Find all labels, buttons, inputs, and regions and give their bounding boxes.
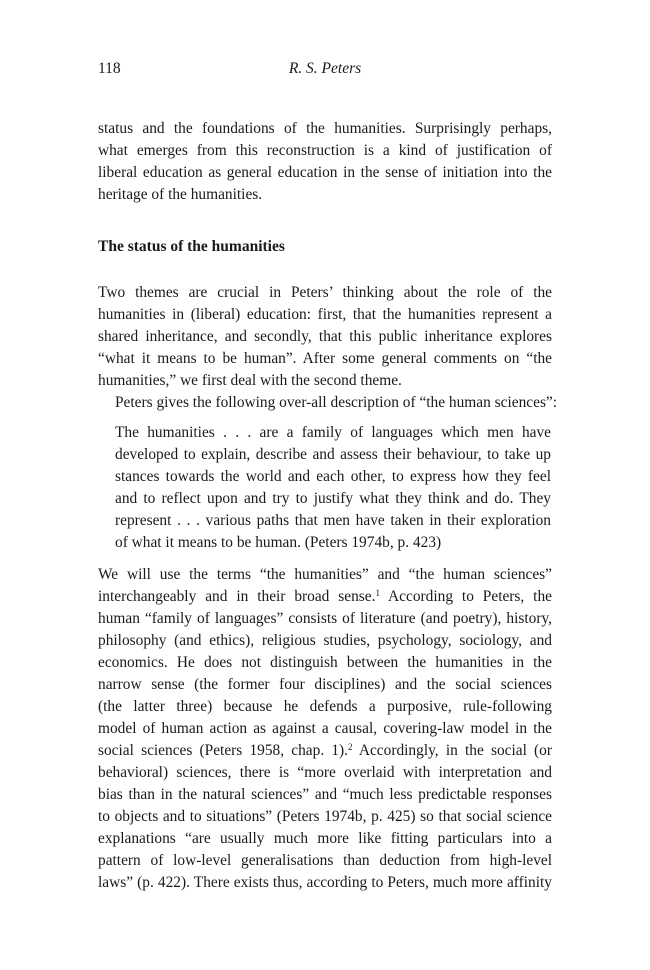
text-line: model of human action as against a causal, covering-law model in the: [98, 720, 552, 737]
text-line: bias than in the natural sciences” and “much less predictable responses: [98, 786, 552, 803]
page-number: 118: [98, 60, 121, 77]
text-line: liberal education as general education in the sense of initiation into the: [98, 164, 552, 181]
text-line: Peters gives the following over-all description of “the human sciences”:: [115, 394, 558, 411]
text-span: interchangeably and in their broad sense.: [98, 588, 376, 605]
block-quote: [115, 422, 551, 554]
text-line: [98, 740, 552, 762]
text-span: social sciences (Peters 1958, chap. 1).: [98, 742, 349, 759]
running-head: R. S. Peters: [288, 60, 362, 77]
text-line: behavioral) sciences, there is “more overlaid with interpretation and: [98, 764, 552, 781]
section-heading: The status of the humanities: [98, 238, 285, 255]
text-line: economics. He does not distinguish between the humanities in the: [98, 654, 552, 671]
text-line: We will use the terms “the humanities” and “the human sciences”: [98, 566, 552, 583]
text-line: philosophy (and ethics), religious studies, psychology, sociology, and: [98, 632, 552, 649]
quote-line: and to reflect upon and try to justify what they think and do. They: [115, 490, 551, 507]
text-line: what emerges from this reconstruction is a kind of justification of: [98, 142, 552, 159]
footnote-marker: 1: [375, 588, 380, 598]
text-line: laws” (p. 422). There exists thus, according to Peters, much more affinity: [98, 874, 552, 891]
text-line: status and the foundations of the humanities. Surprisingly perhaps,: [98, 120, 552, 137]
paragraph-intro: [98, 118, 552, 206]
quote-line: The humanities . . . are a family of languages which men have: [115, 424, 551, 441]
footnote-marker: 2: [348, 742, 353, 752]
quote-line: stances towards the world and each other, to express how they feel: [115, 468, 551, 485]
text-line: human “family of languages” consists of literature (and poetry), history,: [98, 610, 552, 627]
text-line: explanations “are usually much more like fitting particulars into a: [98, 830, 552, 847]
text-line: pattern of low-level generalisations than deduction from high-level: [98, 852, 552, 869]
text-line: humanities,” we first deal with the second theme.: [98, 372, 402, 389]
quote-line: represent . . . various paths that men have taken in their exploration: [115, 512, 551, 529]
text-line: (the latter three) because he defends a purposive, rule-following: [98, 698, 552, 715]
text-line: narrow sense (the former four disciplines) and the social sciences: [98, 676, 552, 693]
text-line: “what it means to be human”. After some general comments on “the: [98, 350, 552, 367]
text-span: Accordingly, in the social (or: [352, 742, 552, 759]
paragraph-terms: [98, 564, 552, 894]
text-line: to objects and to situations” (Peters 1974b, p. 425) so that social science: [98, 808, 552, 825]
text-line: humanities in (liberal) education: first, that the humanities represent a: [98, 306, 552, 323]
quote-line: developed to explain, describe and assess their behaviour, to take up: [115, 446, 551, 463]
page-header: [98, 60, 552, 82]
text-line: [98, 586, 552, 608]
text-line: heritage of the humanities.: [98, 186, 263, 203]
text-line: Two themes are crucial in Peters’ thinking about the role of the: [98, 284, 552, 301]
text-span: According to Peters, the: [379, 588, 552, 605]
paragraph-themes: [98, 282, 558, 414]
text-line: shared inheritance, and secondly, that this public inheritance explores: [98, 328, 552, 345]
quote-line: of what it means to be human. (Peters 1974b, p. 423): [115, 534, 442, 551]
